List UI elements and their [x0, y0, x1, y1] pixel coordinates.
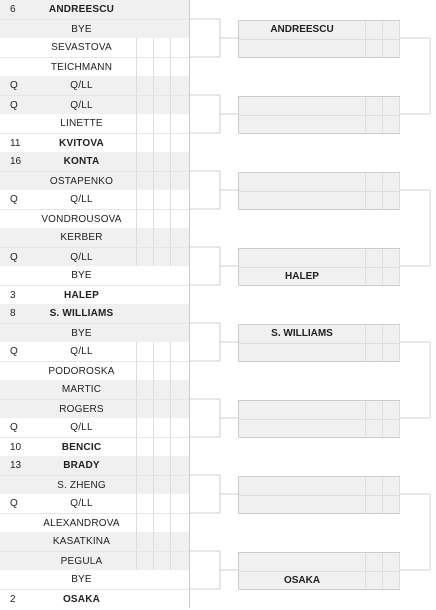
player-name[interactable]: BYE: [71, 270, 92, 281]
seed-label: 13: [10, 460, 22, 471]
player-name[interactable]: LINETTE: [60, 118, 103, 129]
seed-label: Q: [10, 346, 18, 357]
player-name[interactable]: KERBER: [60, 232, 103, 243]
player-name[interactable]: KASATKINA: [52, 536, 111, 547]
player-name[interactable]: S. ZHENG: [57, 480, 106, 491]
seed-label: 6: [10, 4, 16, 15]
player-name[interactable]: BENCIC: [61, 442, 102, 453]
player-name[interactable]: OSTAPENKO: [49, 176, 114, 187]
seed-label: 10: [10, 442, 22, 453]
player-name[interactable]: Q/LL: [70, 498, 93, 509]
player-name[interactable]: PODOROSKA: [48, 366, 115, 377]
player-name[interactable]: ANDREESCU: [48, 4, 115, 15]
player-name[interactable]: MARTIC: [61, 384, 102, 395]
seed-label: Q: [10, 194, 18, 205]
player-name[interactable]: BRADY: [63, 460, 100, 471]
player-name[interactable]: Q/LL: [70, 422, 93, 433]
player-name[interactable]: ANDREESCU: [270, 24, 334, 35]
player-name[interactable]: S. WILLIAMS: [49, 308, 114, 319]
seed-label: Q: [10, 422, 18, 433]
seed-label: 2: [10, 594, 16, 605]
player-name[interactable]: ALEXANDROVA: [43, 518, 120, 529]
seed-label: Q: [10, 100, 18, 111]
player-name[interactable]: S. WILLIAMS: [271, 328, 333, 339]
player-name[interactable]: HALEP: [285, 271, 319, 282]
player-name[interactable]: OSAKA: [283, 575, 321, 586]
player-name[interactable]: SEVASTOVA: [51, 42, 112, 53]
seed-label: 16: [10, 156, 22, 167]
seed-label: Q: [10, 252, 18, 263]
player-name[interactable]: Q/LL: [70, 100, 93, 111]
player-name[interactable]: Q/LL: [70, 346, 93, 357]
seed-label: Q: [10, 80, 18, 91]
player-name[interactable]: BYE: [71, 24, 92, 35]
player-name[interactable]: KVITOVA: [59, 138, 104, 149]
player-name[interactable]: KONTA: [63, 156, 100, 167]
player-name[interactable]: ROGERS: [59, 404, 104, 415]
player-name[interactable]: Q/LL: [70, 80, 93, 91]
seed-label: Q: [10, 498, 18, 509]
player-name[interactable]: OSAKA: [62, 594, 101, 605]
player-name[interactable]: PEGULA: [60, 556, 103, 567]
player-name[interactable]: Q/LL: [70, 194, 93, 205]
seed-label: 11: [10, 138, 21, 149]
player-name[interactable]: BYE: [71, 328, 92, 339]
player-name[interactable]: HALEP: [64, 290, 99, 301]
player-name[interactable]: VONDROUSOVA: [41, 214, 122, 225]
seed-label: 8: [10, 308, 16, 319]
player-name[interactable]: BYE: [71, 574, 92, 585]
player-name[interactable]: Q/LL: [70, 252, 93, 263]
player-name[interactable]: TEICHMANN: [50, 62, 113, 73]
seed-label: 3: [10, 290, 16, 301]
